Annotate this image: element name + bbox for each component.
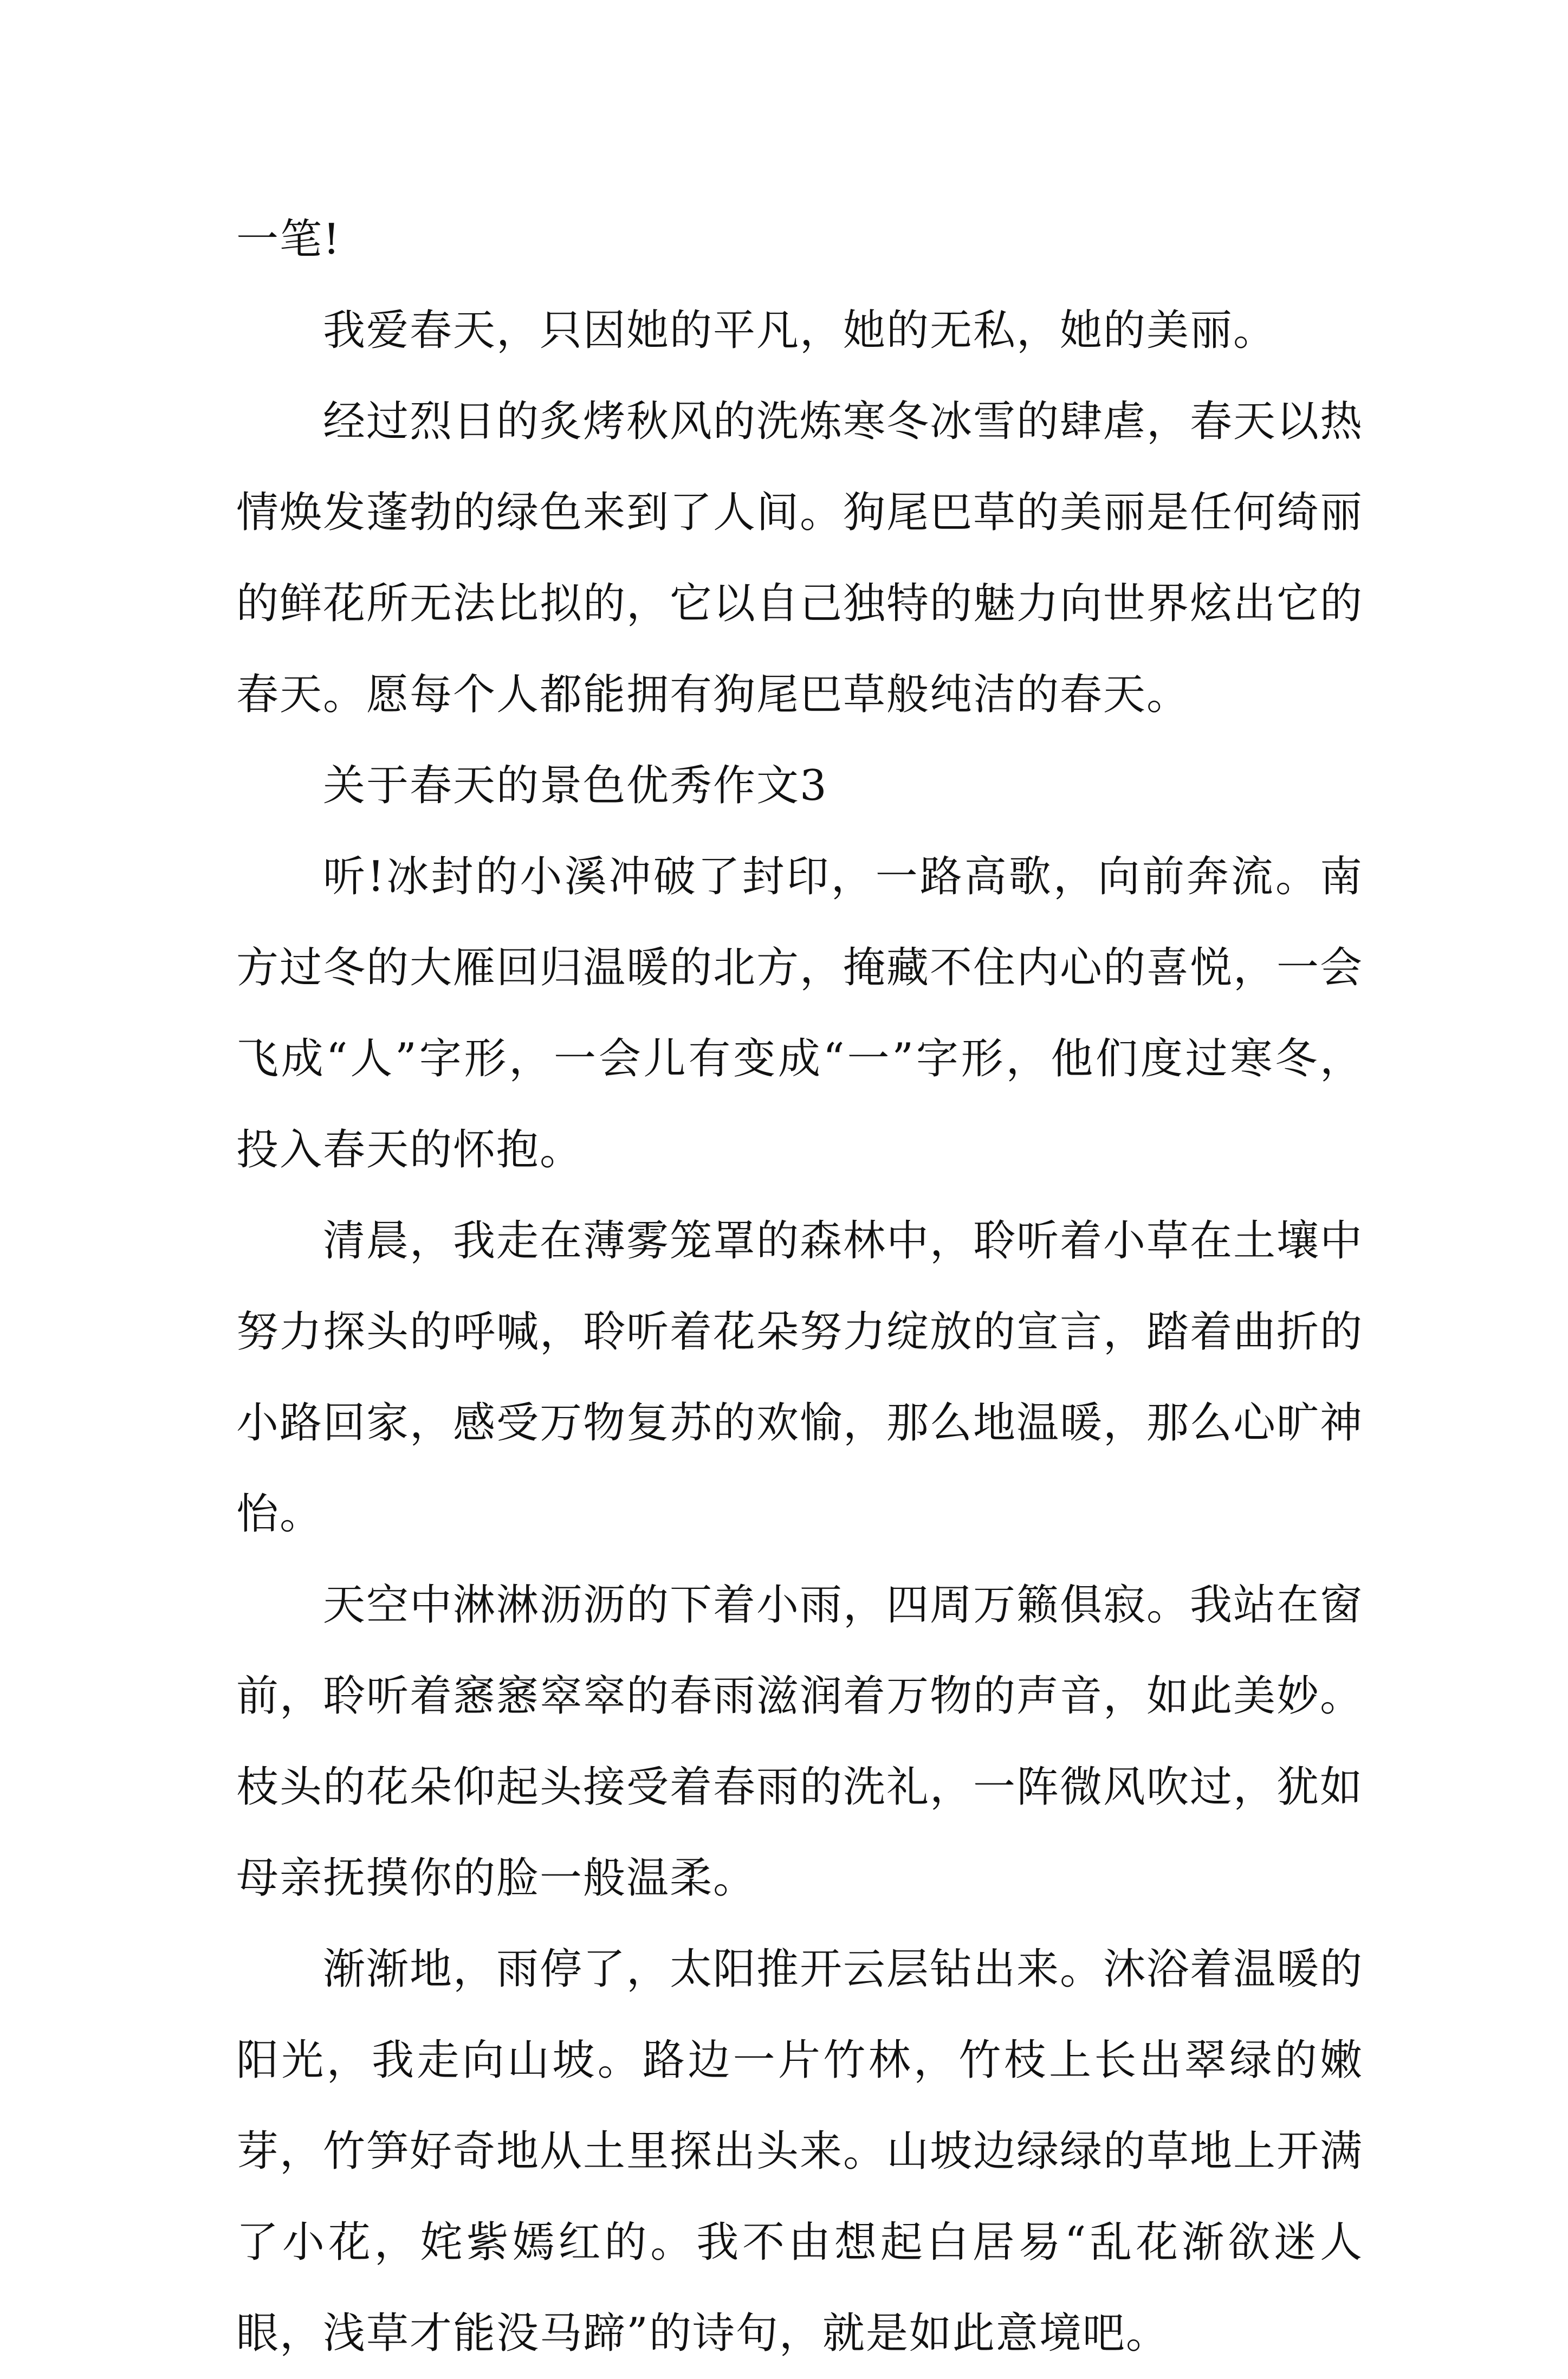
paragraph: 听!冰封的小溪冲破了封印，一路高歌，向前奔流。南方过冬的大雁回归温暖的北方，掩藏不住内心的喜悦，一会飞成“人”字形，一会儿有变成“一”字形，他们度过寒冬，投入春天的怀抱。: [236, 852, 1364, 1174]
paragraph-continuation: 一笔!: [236, 215, 341, 264]
paragraph: 我爱春天，只因她的平凡，她的无私，她的美丽。: [323, 306, 1277, 355]
paragraph: 清晨，我走在薄雾笼罩的森林中，聆听着小草在土壤中努力探头的呼喊，聆听着花朵努力绽放的宣言，踏着曲折的小路回家，感受万物复苏的欢愉，那么地温暖，那么心旷神怡。: [236, 1217, 1364, 1538]
paragraph: 渐渐地，雨停了，太阳推开云层钻出来。沐浴着温暖的阳光，我走向山坡。路边一片竹林，竹枝上长出翠绿的嫩芽，竹笋好奇地从土里探出头来。山坡边绿绿的草地上开满了小花，姹紫嫣红的。我不由想起白居易“乱花渐欲迷人眼，浅草才能没马蹄”的诗句，就是如此意境吧。: [236, 1945, 1364, 2358]
paragraph: 天空中淋淋沥沥的下着小雨，四周万籁俱寂。我站在窗前，聆听着窸窸窣窣的春雨滋润着万物的声音，如此美妙。枝头的花朵仰起头接受着春雨的洗礼，一阵微风吹过，犹如母亲抚摸你的脸一般温柔。: [236, 1581, 1364, 1903]
section-heading: 关于春天的景色优秀作文3: [323, 761, 828, 810]
paragraph: 经过烈日的炙烤秋风的洗炼寒冬冰雪的肆虐，春天以热情焕发蓬勃的绿色来到了人间。狗尾巴草的美丽是任何绮丽的鲜花所无法比拟的，它以自己独特的魅力向世界炫出它的春天。愿每个人都能拥有狗尾巴草般纯洁的春天。: [236, 397, 1364, 719]
document-body: [236, 194, 1363, 2379]
